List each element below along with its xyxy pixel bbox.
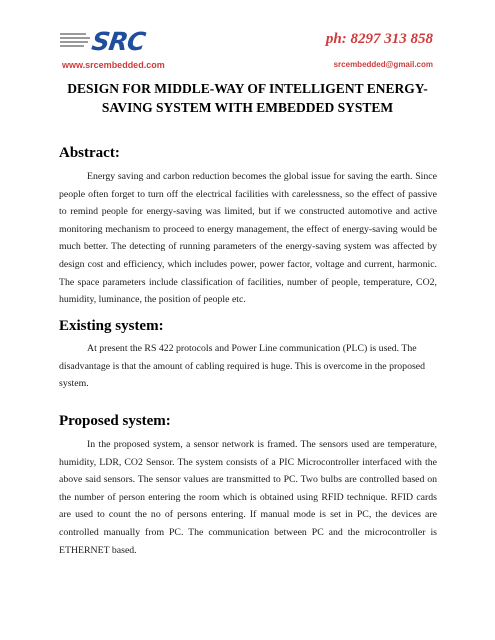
existing-system-heading: Existing system:	[59, 318, 164, 334]
src-logo	[60, 28, 145, 54]
document-title	[55, 79, 440, 117]
email-link[interactable]: srcembedded@gmail.com	[333, 60, 433, 69]
page-header	[0, 0, 495, 75]
logo-text: SRC	[89, 26, 147, 56]
abstract-body: Energy saving and carbon reduction becomes the global issue for saving the earth. Since people often forget to turn off the electrical facilities with carelessness, so the effect of passive to remind people for energy-saving was limited, but if we constructed automotive and active monitoring mechanism to proceed to energy management, the effect of energy-saving would be much better. The detecting of running parameters of the energy-saving system was affected by design cost and efficiency, which includes power, power factor, voltage and current, harmonic. The space parameters include classification of facilities, number of people, temperature, CO2, humidity, luminance, the position of people etc.	[59, 171, 437, 306]
title-line-1: DESIGN FOR MIDDLE-WAY OF INTELLIGENT ENERGY-	[67, 81, 428, 96]
title-line-2: SAVING SYSTEM WITH EMBEDDED SYSTEM	[101, 100, 394, 115]
website-link[interactable]: www.srcembedded.com	[62, 60, 165, 70]
existing-system-body: At present the RS 422 protocols and Power Line communication (PLC) is used. The disadvantage is that the amount of cabling required is huge. This is overcome in the proposed system.	[59, 343, 426, 390]
logo-speed-lines-icon	[60, 31, 90, 51]
phone-number: ph: 8297 313 858	[325, 31, 433, 47]
proposed-system-body: In the proposed system, a sensor network is framed. The sensors used are temperature, humidity, LDR, CO2 Sensor. The system consists of a PIC Microcontroller interfaced with the above said sensors. The sensor values are transmitted to PC. Two bulbs are controlled based on the number of person entering the room which is obtained using RFID technique. RFID cards are used to count the no of persons entering. If manual mode is set in PC, the devices are controlled manually from PC. The communication between PC and the microcontroller is ETHERNET based.	[59, 439, 437, 556]
proposed-system-heading: Proposed system:	[59, 413, 171, 429]
abstract-heading: Abstract:	[59, 145, 120, 161]
